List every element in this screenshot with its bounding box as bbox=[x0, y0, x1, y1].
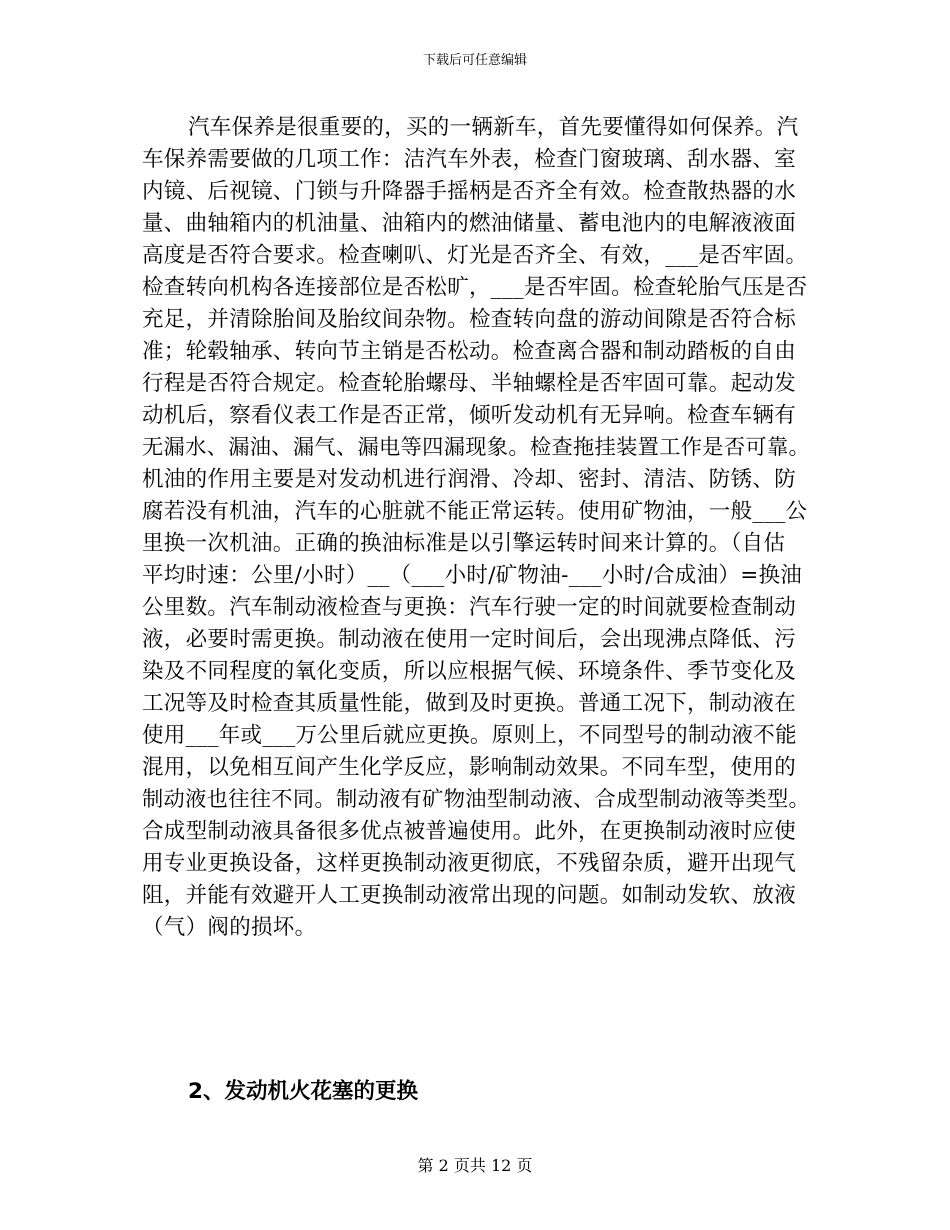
text-line: 动机后，察看仪表工作是否正常，倾听发动机有无异响。检查车辆有 bbox=[142, 403, 797, 428]
page-header: 下载后可任意编辑 bbox=[422, 53, 527, 68]
text-line: 使用___年或___万公里后就应更换。原则上，不同型号的制动液不能 bbox=[142, 723, 797, 748]
text-line: 机油的作用主要是对发动机进行润滑、冷却、密封、清洁、防锈、防 bbox=[142, 467, 797, 492]
text-line: 高度是否符合要求。检查喇叭、灯光是否齐全、有效，___是否牢固。 bbox=[142, 243, 808, 268]
text-line: 合成型制动液具备很多优点被普遍使用。此外，在更换制动液时应使 bbox=[142, 819, 797, 844]
text-line: 汽车保养是很重要的，买的一辆新车，首先要懂得如何保养。汽 bbox=[188, 115, 799, 140]
text-line: 用专业更换设备，这样更换制动液更彻底，不残留杂质，避开出现气 bbox=[142, 851, 797, 876]
text-line: 混用，以免相互间产生化学反应，影响制动效果。不同车型，使用的 bbox=[142, 755, 797, 780]
text-line: 平均时速：公里/小时）__（___小时/矿物油-___小时/合成油）=换油 bbox=[142, 563, 803, 588]
text-line: 充足，并清除胎间及胎纹间杂物。检查转向盘的游动间隙是否符合标 bbox=[142, 307, 797, 332]
text-line: 行程是否符合规定。检查轮胎螺母、半轴螺栓是否牢固可靠。起动发 bbox=[142, 371, 797, 396]
text-line: 腐若没有机油，汽车的心脏就不能正常运转。使用矿物油，一般___公 bbox=[142, 499, 808, 524]
text-line: 阻，并能有效避开人工更换制动液常出现的问题。如制动发软、放液 bbox=[142, 883, 797, 908]
text-line: 制动液也往往不同。制动液有矿物油型制动液、合成型制动液等类型。 bbox=[142, 787, 811, 812]
text-line: 准；轮毂轴承、转向节主销是否松动。检查离合器和制动踏板的自由 bbox=[142, 339, 797, 364]
text-line: 液，必要时需更换。制动液在使用一定时间后，会出现沸点降低、污 bbox=[142, 627, 797, 652]
text-line: 无漏水、漏油、漏气、漏电等四漏现象。检查拖挂装置工作是否可靠。 bbox=[142, 435, 811, 460]
page-number: 第 2 页共 12 页 bbox=[417, 1156, 533, 1175]
text-line: 工况等及时检查其质量性能，做到及时更换。普通工况下，制动液在 bbox=[142, 691, 797, 716]
body-paragraph bbox=[142, 112, 810, 944]
text-line: 检查转向机构各连接部位是否松旷，___是否牢固。检查轮胎气压是否 bbox=[142, 275, 808, 300]
text-line: 内镜、后视镜、门锁与升降器手摇柄是否齐全有效。检查散热器的水 bbox=[142, 179, 797, 204]
text-line: 车保养需要做的几项工作：洁汽车外表，检查门窗玻璃、刮水器、室 bbox=[142, 147, 797, 172]
text-line: 量、曲轴箱内的机油量、油箱内的燃油储量、蓄电池内的电解液液面 bbox=[142, 211, 797, 236]
text-line: 染及不同程度的氧化变质，所以应根据气候、环境条件、季节变化及 bbox=[142, 659, 797, 684]
text-line: 公里数。汽车制动液检查与更换：汽车行驶一定的时间就要检查制动 bbox=[142, 595, 797, 620]
text-line: （气）阀的损坏。 bbox=[142, 915, 317, 940]
text-line: 里换一次机油。正确的换油标准是以引擎运转时间来计算的。（自估 bbox=[142, 531, 786, 556]
section-heading: 2、发动机火花塞的更换 bbox=[188, 1079, 418, 1104]
